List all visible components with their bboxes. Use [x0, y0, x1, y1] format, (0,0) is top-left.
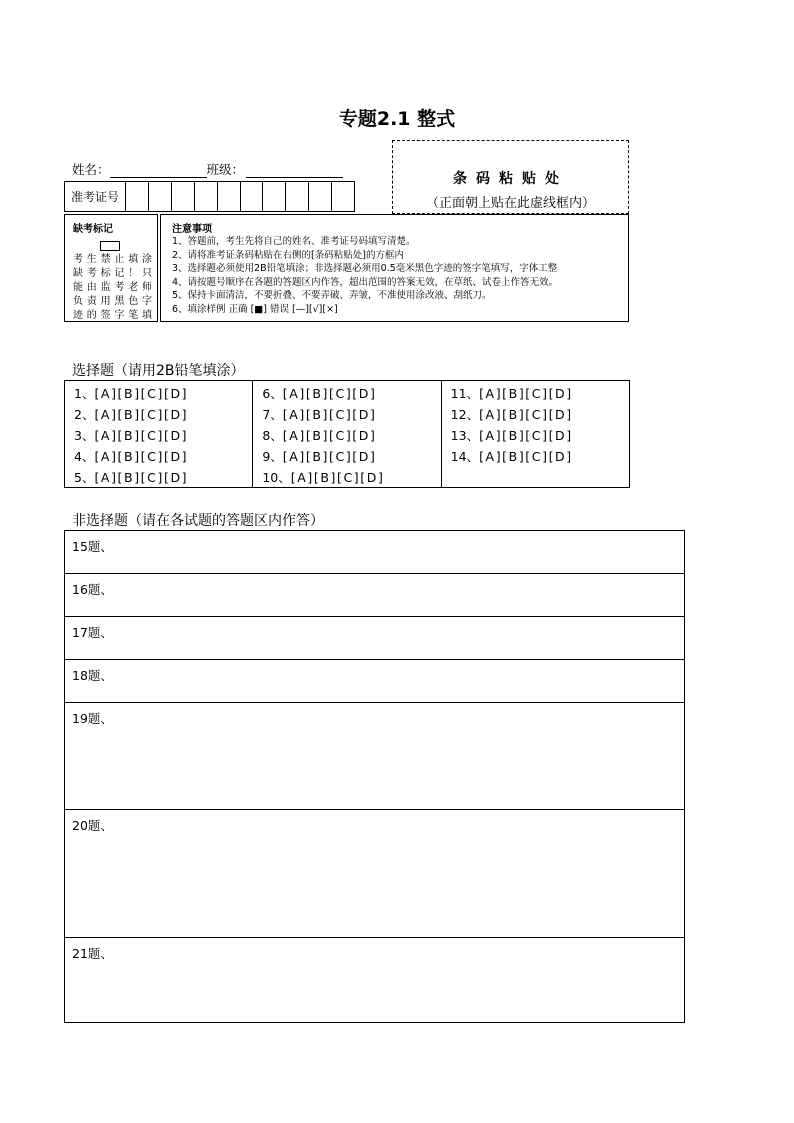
question-label: 15题、	[72, 539, 113, 554]
choice-options[interactable]: [A][B][C][D]	[282, 386, 377, 401]
ticket-label: 准考证号	[65, 182, 126, 211]
absent-text-line: 缺考标记！只	[73, 268, 152, 279]
answer-area-21[interactable]	[64, 937, 685, 1023]
notes-box	[160, 214, 629, 322]
question-label: 16题、	[72, 582, 113, 597]
notes-line: 1、答题前，考生先将自己的姓名、准考证号码填写清楚。	[172, 236, 416, 247]
choice-options[interactable]: [A][B][C][D]	[94, 470, 189, 485]
answer-area-16[interactable]	[64, 573, 685, 616]
choice-number: 13、	[450, 428, 480, 443]
choice-item[interactable]	[65, 425, 252, 446]
choice-options[interactable]: [A][B][C][D]	[282, 428, 377, 443]
ticket-digit-cell[interactable]	[332, 182, 354, 211]
choice-item[interactable]	[65, 383, 252, 404]
choice-item[interactable]	[442, 446, 629, 467]
question-label: 19题、	[72, 711, 113, 726]
ticket-digit-cell[interactable]	[149, 182, 172, 211]
choice-number: 5、	[74, 470, 95, 485]
choice-options[interactable]: [A][B][C][D]	[94, 428, 189, 443]
barcode-area	[392, 140, 629, 214]
choice-number: 7、	[262, 407, 283, 422]
ticket-digit-cell[interactable]	[286, 182, 309, 211]
choice-number: 12、	[450, 407, 480, 422]
answer-area-19[interactable]	[64, 702, 685, 809]
ticket-digit-cell[interactable]	[218, 182, 241, 211]
choice-options[interactable]: [A][B][C][D]	[479, 428, 573, 443]
ticket-digit-cell[interactable]	[263, 182, 286, 211]
choice-number: 14、	[450, 449, 480, 464]
class-label: 班级：	[206, 162, 245, 177]
choice-column	[253, 381, 441, 487]
student-info-row	[72, 160, 343, 178]
choice-number: 4、	[74, 449, 95, 464]
choice-column	[65, 381, 253, 487]
choice-grid	[64, 380, 630, 488]
choice-number: 10、	[262, 470, 291, 485]
choice-item[interactable]	[442, 383, 629, 404]
choice-number: 6、	[262, 386, 283, 401]
notes-line: 6、填涂样例 正确 [■] 错误 [—][√][×]	[172, 303, 338, 315]
ticket-digit-cell[interactable]	[126, 182, 149, 211]
choice-number: 3、	[74, 428, 95, 443]
choice-item[interactable]	[442, 404, 629, 425]
barcode-title: 条码粘贴处	[453, 171, 568, 187]
choice-item[interactable]	[253, 383, 440, 404]
answer-area-17[interactable]	[64, 616, 685, 659]
name-field[interactable]	[110, 163, 207, 178]
choice-options[interactable]: [A][B][C][D]	[290, 470, 385, 485]
nonchoice-header: 非选择题（请在各试题的答题区内作答）	[72, 513, 324, 529]
ticket-digit-cell[interactable]	[241, 182, 264, 211]
choice-number: 1、	[74, 386, 95, 401]
answer-area-15[interactable]	[64, 530, 685, 573]
choice-options[interactable]: [A][B][C][D]	[479, 386, 573, 401]
choice-options[interactable]: [A][B][C][D]	[479, 449, 573, 464]
choice-item[interactable]	[253, 467, 440, 488]
absent-text-line: 能由监考老师	[73, 282, 152, 293]
choice-column	[442, 381, 629, 487]
choice-item[interactable]	[65, 446, 252, 467]
choice-number: 2、	[74, 407, 95, 422]
absent-title: 缺考标记	[73, 224, 113, 235]
question-label: 21题、	[72, 946, 113, 961]
absent-text-line: 负责用黑色字	[73, 296, 152, 307]
answer-area-20[interactable]	[64, 809, 685, 937]
notes-line: 3、选择题必须使用2B铅笔填涂；非选择题必须用0.5毫米黑色字迹的签字笔填写，字体工整	[172, 263, 558, 274]
choice-item[interactable]	[253, 425, 440, 446]
choice-options[interactable]: [A][B][C][D]	[94, 449, 189, 464]
question-label: 18题、	[72, 668, 113, 683]
absent-text-line: 考生禁止填涂	[73, 254, 152, 265]
choice-number: 9、	[262, 449, 283, 464]
ticket-number-grid	[64, 181, 355, 212]
choice-header: 选择题（请用2B铅笔填涂）	[72, 363, 245, 379]
barcode-subtitle: （正面朝上贴在此虚线框内）	[425, 196, 595, 211]
choice-options[interactable]: [A][B][C][D]	[94, 386, 189, 401]
class-field[interactable]	[246, 163, 343, 178]
name-label: 姓名：	[72, 162, 110, 177]
ticket-digit-cell[interactable]	[309, 182, 332, 211]
ticket-digit-cell[interactable]	[195, 182, 218, 211]
choice-item[interactable]	[65, 404, 252, 425]
choice-item[interactable]	[65, 467, 252, 488]
choice-options[interactable]: [A][B][C][D]	[94, 407, 189, 422]
question-label: 17题、	[72, 625, 113, 640]
absent-checkbox[interactable]	[100, 241, 120, 251]
choice-item[interactable]	[253, 404, 440, 425]
notes-line: 4、请按题号顺序在各题的答题区内作答，超出范围的答案无效，在草纸、试卷上作答无效。	[172, 276, 559, 288]
notes-line: 2、请将准考证条码粘贴在右侧的[条码粘贴处]的方框内	[172, 249, 404, 261]
notes-line: 5、保持卡面清洁，不要折叠、不要弄破、弄皱，不准使用涂改液、刮纸刀。	[172, 290, 492, 301]
answer-area-18[interactable]	[64, 659, 685, 702]
choice-options[interactable]: [A][B][C][D]	[282, 449, 377, 464]
question-label: 20题、	[72, 818, 113, 833]
absent-text-line: 迹的签字笔填	[73, 310, 152, 321]
ticket-digit-cell[interactable]	[172, 182, 195, 211]
choice-number: 11、	[450, 386, 480, 401]
choice-options[interactable]: [A][B][C][D]	[479, 407, 573, 422]
notes-title: 注意事项	[172, 224, 212, 235]
page-title: 专题2.1 整式	[338, 108, 456, 130]
choice-options[interactable]: [A][B][C][D]	[282, 407, 377, 422]
choice-item[interactable]	[442, 425, 629, 446]
choice-item[interactable]	[253, 446, 440, 467]
choice-number: 8、	[262, 428, 283, 443]
absent-mark-box	[64, 214, 158, 322]
